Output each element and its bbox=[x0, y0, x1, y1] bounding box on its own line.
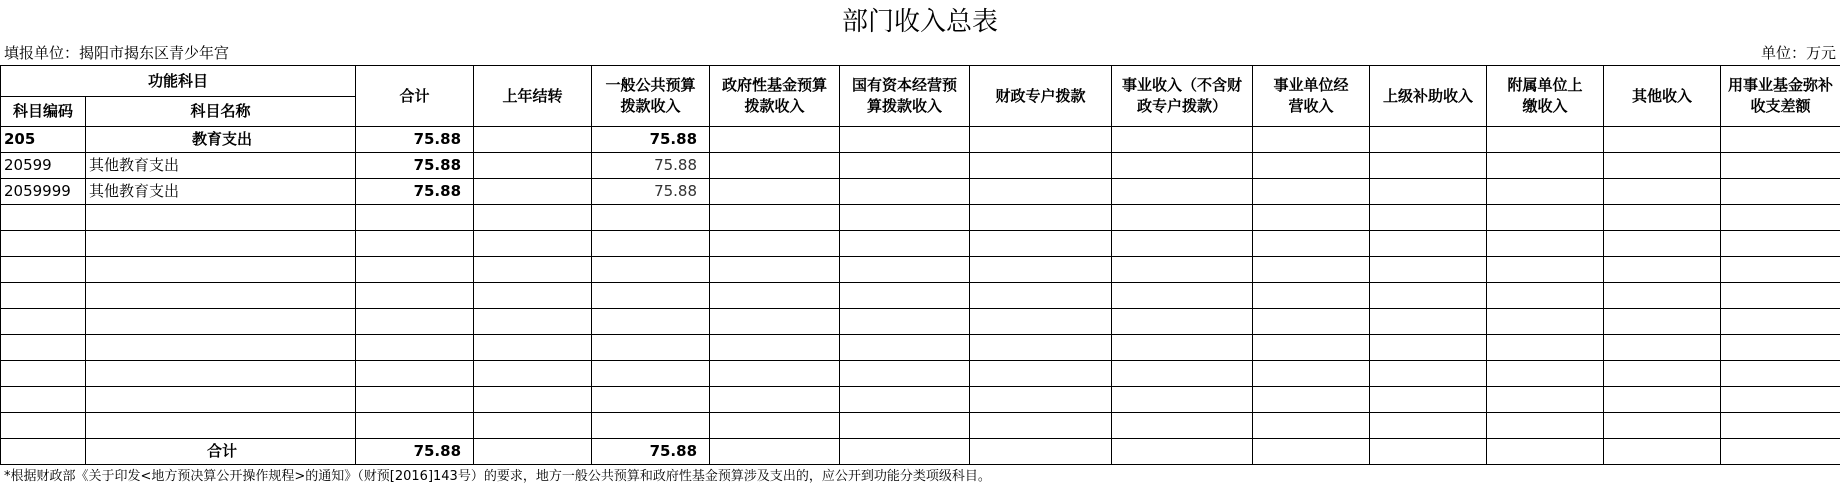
table-row bbox=[1, 179, 1840, 205]
header-fiscal-special: 财政专户拨款 bbox=[970, 66, 1112, 127]
header-fund-balance: 用事业基金弥补收支差额 bbox=[1721, 66, 1840, 127]
empty-row bbox=[1, 413, 1840, 439]
header-state-capital: 国有资本经营预算拨款收入 bbox=[840, 66, 970, 127]
header-total: 合计 bbox=[356, 66, 474, 127]
row-code: 205 bbox=[1, 127, 86, 153]
header-carryover: 上年结转 bbox=[474, 66, 592, 127]
header-row-1 bbox=[1, 66, 1840, 97]
header-code: 科目编码 bbox=[1, 97, 86, 127]
row-name: 教育支出 bbox=[86, 127, 356, 153]
table-row bbox=[1, 153, 1840, 179]
row-code: 20599 bbox=[1, 153, 86, 179]
header-affiliated-income: 附属单位上缴收入 bbox=[1487, 66, 1604, 127]
row-general-budget: 75.88 bbox=[592, 127, 710, 153]
header-general-budget: 一般公共预算拨款收入 bbox=[592, 66, 710, 127]
empty-rows bbox=[1, 205, 1840, 439]
empty-row bbox=[1, 231, 1840, 257]
footnote: *根据财政部《关于印发<地方预决算公开操作规程>的通知》（财预[2016]143号）的要求，地方一般公共预算和政府性基金预算涉及支出的，应公开到功能分类项级科目。 bbox=[4, 469, 991, 484]
row-general-budget: 75.88 bbox=[592, 179, 710, 205]
page-title: 部门收入总表 bbox=[841, 7, 998, 37]
header-other-income: 其他收入 bbox=[1604, 66, 1721, 127]
header-gov-fund: 政府性基金预算拨款收入 bbox=[710, 66, 840, 127]
empty-row bbox=[1, 387, 1840, 413]
total-label: 合计 bbox=[86, 439, 356, 465]
empty-row bbox=[1, 335, 1840, 361]
header-func-group: 功能科目 bbox=[1, 66, 356, 97]
header-superior-subsidy: 上级补助收入 bbox=[1370, 66, 1487, 127]
empty-row bbox=[1, 309, 1840, 335]
currency-unit: 单位：万元 bbox=[1760, 44, 1836, 62]
table-row bbox=[1, 127, 1840, 153]
empty-row bbox=[1, 283, 1840, 309]
row-total: 75.88 bbox=[356, 153, 474, 179]
empty-row bbox=[1, 361, 1840, 387]
total-general-budget: 75.88 bbox=[592, 439, 710, 465]
row-name: 其他教育支出 bbox=[86, 179, 356, 205]
row-code: 2059999 bbox=[1, 179, 86, 205]
empty-row bbox=[1, 257, 1840, 283]
row-general-budget: 75.88 bbox=[592, 153, 710, 179]
row-total: 75.88 bbox=[356, 179, 474, 205]
row-name: 其他教育支出 bbox=[86, 153, 356, 179]
total-value: 75.88 bbox=[356, 439, 474, 465]
row-total: 75.88 bbox=[356, 127, 474, 153]
reporting-unit: 填报单位：揭阳市揭东区青少年宫 bbox=[4, 44, 230, 62]
total-row bbox=[1, 439, 1840, 465]
empty-row bbox=[1, 205, 1840, 231]
header-operating-income: 事业单位经营收入 bbox=[1253, 66, 1370, 127]
header-name: 科目名称 bbox=[86, 97, 356, 127]
income-table bbox=[0, 65, 1840, 465]
header-business-income: 事业收入（不含财政专户拨款） bbox=[1112, 66, 1253, 127]
